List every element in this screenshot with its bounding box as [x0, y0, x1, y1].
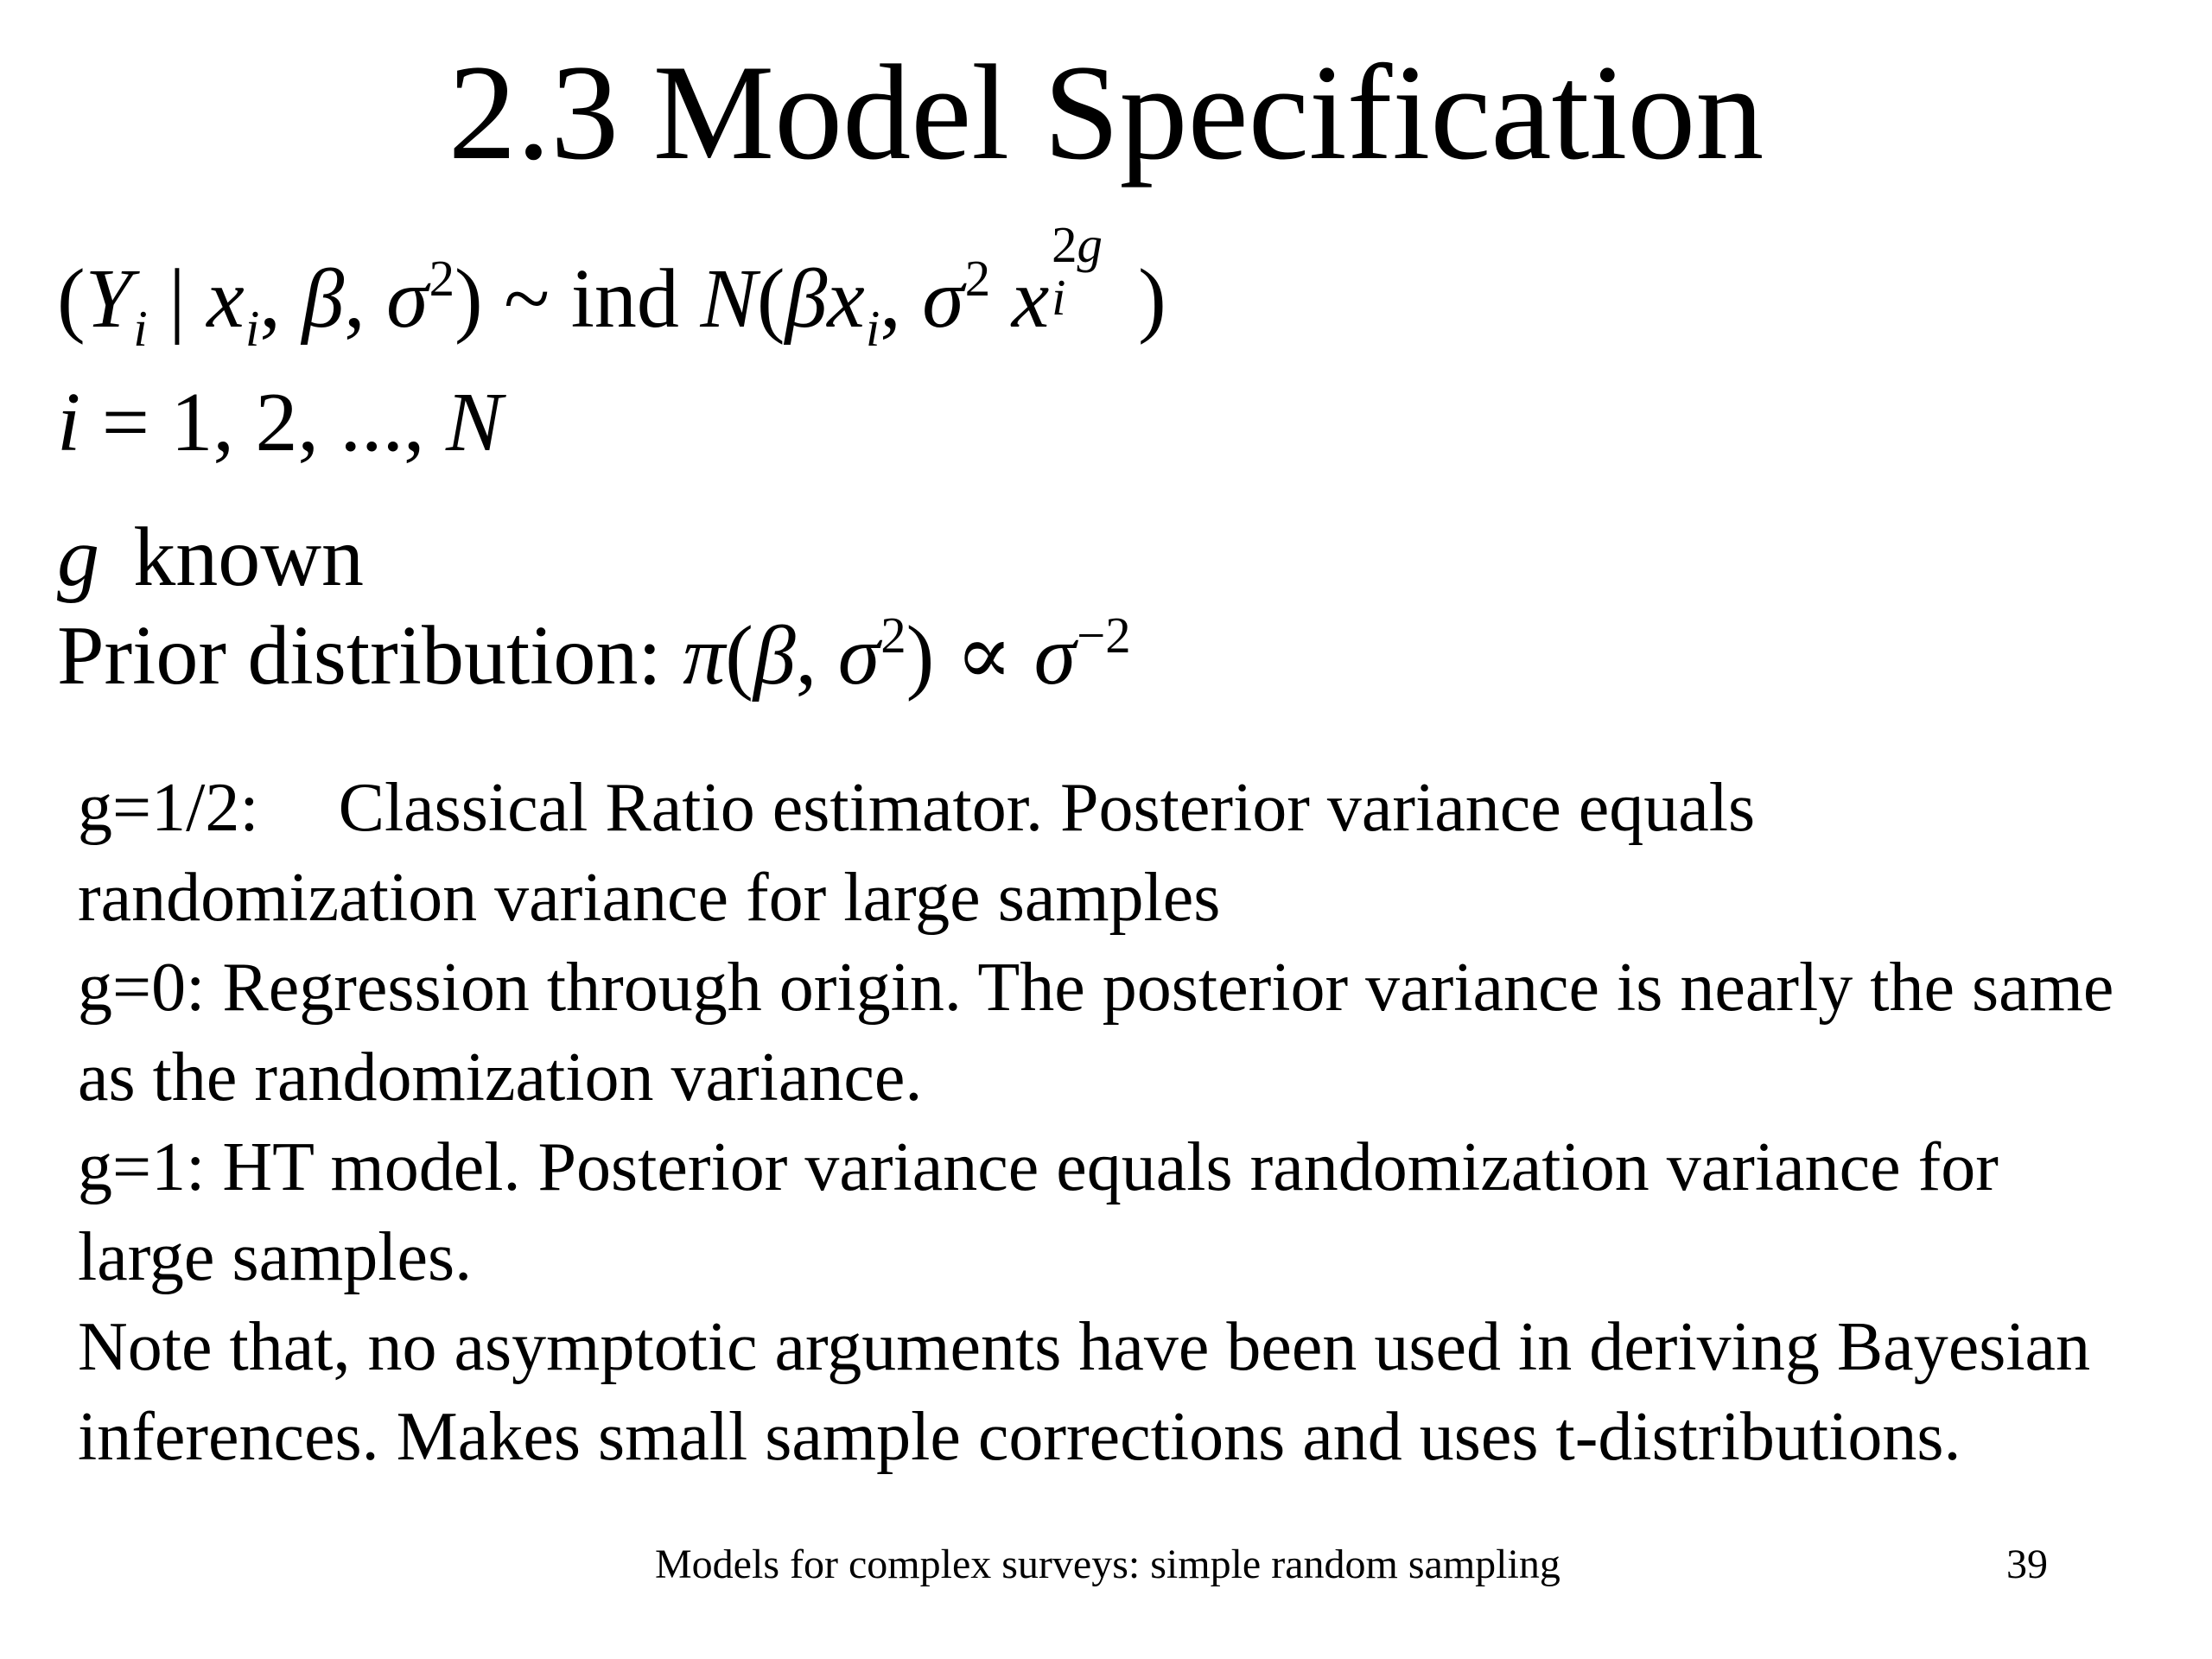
g-known-text: known — [133, 511, 364, 604]
g-known-line — [57, 511, 364, 604]
note-g-half — [78, 763, 2152, 943]
g-symbol: g — [57, 511, 99, 604]
note-g-one: g=1: HT model. Posterior variance equals randomization variance for large samples. — [78, 1129, 1999, 1295]
prior-distribution: Prior distribution: π(β, $\sigma^2) \propto \sigma^{-2}$ — [57, 607, 1131, 702]
note-lead: g=1/2: — [78, 770, 259, 846]
page-number: 39 — [2006, 1541, 2048, 1587]
notes-block — [78, 763, 2152, 1482]
slide-title: 2.3 Model Specification — [448, 37, 1764, 188]
note-g-zero: g=0: Regression through origin. The posterior variance is nearly the same as the randomization variance. — [78, 950, 2114, 1116]
note-asymptotic: Note that, no asymptotic arguments have been used in deriving Bayesian inferences. Makes small sample corrections and uses t-distributions. — [78, 1309, 2091, 1475]
model-equation: ($Y_i$ | $x_i$, β, $\sigma^2$) ~ ind $N(\beta x_i$, $\sigma^2$ x 2g i ) — [57, 217, 1166, 358]
prior-label: Prior distribution: — [57, 609, 662, 702]
note-text: Classical Ratio estimator. Posterior variance equals randomization variance for large samples — [78, 770, 1756, 936]
index-equation: i = 1, 2, ..., N — [57, 376, 503, 469]
footer-caption: Models for complex surveys: simple random sampling — [655, 1541, 1560, 1587]
